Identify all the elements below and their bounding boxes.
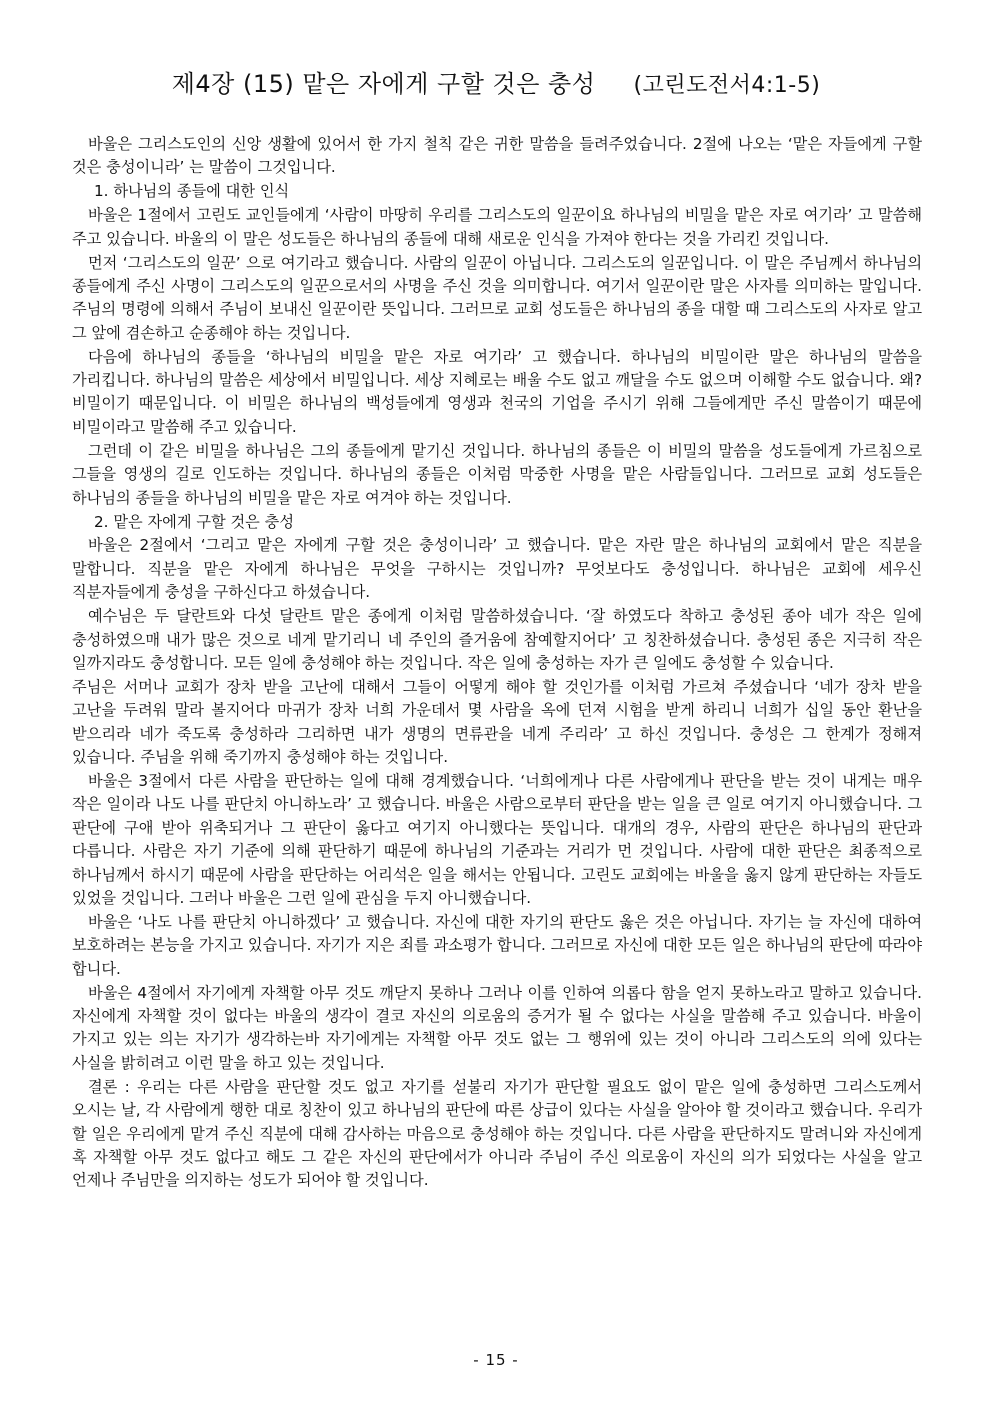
paragraph: 바울은 4절에서 자기에게 자책할 아무 것도 깨닫지 못하나 그러나 이를 인하여 의롭다 함을 얻지 못하노라고 말하고 있습니다. 자신에게 자책할 것이 없다는 바울의 생각이 결코 자신의 의로움의 증거가 될 수 없다는 사실을 말씀해 주고 있습니다. 바울이 가지고 있는 의는 자기가 생각하는바 자기에게는 자책할 아무 것도 없는 그 행위에 있는 것이 아니라 그리스도의 의에 있다는 사실을 밝히려고 이런 말을 하고 있는 것입니다.: [72, 983, 922, 1072]
paragraph: 그런데 이 같은 비밀을 하나님은 그의 종들에게 맡기신 것입니다. 하나님의 종들은 이 비밀의 말씀을 성도들에게 가르침으로 그들을 영생의 길로 인도하는 것입니다. 하나님의 종들은 이처럼 막중한 사명을 맡은 사람들입니다. 그러므로 교회 성도들은 하나님의 종들을 하나님의 비밀을 맡은 자로 여겨야 하는 것입니다.: [72, 441, 922, 507]
page-title: [0, 66, 992, 104]
paragraph: 바울은 1절에서 고린도 교인들에게 ‘사람이 마땅히 우리를 그리스도의 일꾼이요 하나님의 비밀을 맡은 자로 여기라’ 고 말씀해 주고 있습니다. 바울의 이 말은 성도들은 하나님의 종들에 대해 새로운 인식을 가져야 한다는 것을 가리킨 것입니다.: [72, 206, 922, 248]
paragraph: 주님은 서머나 교회가 장차 받을 고난에 대해서 그들이 어떻게 해야 할 것인가를 이처럼 가르쳐 주셨습니다 ‘네가 장차 받을 고난을 두려워 말라 볼지어다 마귀가 장차 너희 가운데서 몇 사람을 옥에 던져 시험을 받게 하리니 너희가 십일 동안 환난을 받으리라 네가 죽도록 충성하라 그리하면 내가 생명의 면류관을 네게 주리라’ 고 하신 것입니다. 충성은 그 한계가 정해져 있습니다. 주님을 위해 죽기까지 충성해야 하는 것입니다.: [72, 677, 922, 767]
paragraph: 예수님은 두 달란트와 다섯 달란트 맡은 종에게 이처럼 말씀하셨습니다. ‘잘 하였도다 착하고 충성된 종아 네가 작은 일에 충성하였으매 내가 많은 것으로 네게 맡기리니 네 주인의 즐거움에 참예할지어다’ 고 칭찬하셨습니다. 충성된 종은 지극히 작은 일까지라도 충성합니다. 모든 일에 충성해야 하는 것입니다. 작은 일에 충성하는 자가 큰 일에도 충성할 수 있습니다.: [72, 607, 922, 672]
chapter-title: 제4장 (15) 맡은 자에게 구할 것은 충성: [171, 70, 596, 98]
section-heading-2: 2. 맡은 자에게 구할 것은 충성: [94, 512, 295, 531]
scripture-reference: (고린도전서4:1-5): [633, 73, 821, 98]
document-body: [72, 133, 922, 1193]
paragraph: 바울은 3절에서 다른 사람을 판단하는 일에 대해 경계했습니다. ‘너희에게나 다른 사람에게나 판단을 받는 것이 내게는 매우 작은 일이라 나도 나를 판단치 아니하노라’ 고 했습니다. 바울은 사람으로부터 판단을 받는 일을 큰 일로 여기지 아니했습니다. 그 판단에 구애 받아 위축되거나 그 판단이 옳다고 여기지 아니했다는 뜻입니다. 대개의 경우, 사람의 판단은 하나님의 판단과 다릅니다. 사람은 자기 기준에 의해 판단하기 때문에 하나님의 기준과는 거리가 먼 것입니다. 사람에 대한 판단은 최종적으로 하나님께서 하시기 때문에 사람을 판단하는 어리석은 일을 해서는 안됩니다. 고린도 교회에는 바울을 옳지 않게 판단하는 자들도 있었을 것입니다. 그러나 바울은 그런 일에 관심을 두지 아니했습니다.: [72, 771, 922, 907]
page-number: - 15 -: [473, 1351, 519, 1369]
paragraph-intro: 바울은 그리스도인의 신앙 생활에 있어서 한 가지 철칙 같은 귀한 말씀을 들려주었습니다. 2절에 나오는 ‘맡은 자들에게 구할 것은 충성이니라’ 는 말씀이 그것입니다.: [72, 135, 922, 177]
section-heading-1: 1. 하나님의 종들에 대한 인식: [94, 182, 290, 201]
paragraph: 바울은 2절에서 ‘그리고 맡은 자에게 구할 것은 충성이니라’ 고 했습니다. 맡은 자란 말은 하나님의 교회에서 맡은 직분을 말합니다. 직분을 맡은 자에게 하나님은 무엇을 구하시는 것입니까? 무엇보다도 충성입니다. 하나님은 교회에 세우신 직분자들에게 충성을 구하신다고 하셨습니다.: [72, 536, 922, 602]
paragraph: 먼저 ‘그리스도의 일꾼’ 으로 여기라고 했습니다. 사람의 일꾼이 아닙니다. 그리스도의 일꾼입니다. 이 말은 주님께서 하나님의 종들에게 주신 사명이 그리스도의 일꾼으로서의 사명을 주신 것을 의미합니다. 여기서 일꾼이란 말은 사자를 의미하는 말입니다. 주님의 명령에 의해서 주님이 보내신 일꾼이란 뜻입니다. 그러므로 교회 성도들은 하나님의 종을 대할 때 그리스도의 사자로 알고 그 앞에 겸손하고 순종해야 하는 것입니다.: [72, 253, 922, 342]
paragraph-conclusion: 결론 : 우리는 다른 사람을 판단할 것도 없고 자기를 섣불리 자기가 판단할 필요도 없이 맡은 일에 충성하면 그리스도께서 오시는 날, 각 사람에게 행한 대로 칭찬이 있고 하나님의 판단에 따른 상급이 있다는 사실을 알아야 할 것이라고 했습니다. 우리가 할 일은 우리에게 맡겨 주신 직분에 대해 감사하는 마음으로 충성해야 하는 것입니다. 다른 사람을 판단하지도 말려니와 자신에게 혹 자책할 아무 것도 없다고 해도 그 같은 자신의 판단에서가 아니라 주님이 주신 의로움이 자신의 의가 되었다는 사실을 알고 언제나 주님만을 의지하는 성도가 되어야 할 것입니다.: [72, 1077, 922, 1190]
paragraph: 바울은 ‘나도 나를 판단치 아니하겠다’ 고 했습니다. 자신에 대한 자기의 판단도 옳은 것은 아닙니다. 자기는 늘 자신에 대하여 보호하려는 본능을 가지고 있습니다. 자기가 지은 죄를 과소평가 합니다. 그러므로 자신에 대한 모든 일은 하나님의 판단에 따라야 합니다.: [72, 912, 922, 978]
paragraph: 다음에 하나님의 종들을 ‘하나님의 비밀을 맡은 자로 여기라’ 고 했습니다. 하나님의 비밀이란 말은 하나님의 말씀을 가리킵니다. 하나님의 말씀은 세상에서 비밀입니다. 세상 지혜로는 배울 수도 없고 깨달을 수도 없으며 이해할 수도 없습니다. 왜? 비밀이기 때문입니다. 이 비밀은 하나님의 백성들에게 영생과 천국의 기업을 주시기 위해 그들에게만 주신 말씀이기 때문에 비밀이라고 말씀해 주고 있습니다.: [72, 347, 922, 436]
